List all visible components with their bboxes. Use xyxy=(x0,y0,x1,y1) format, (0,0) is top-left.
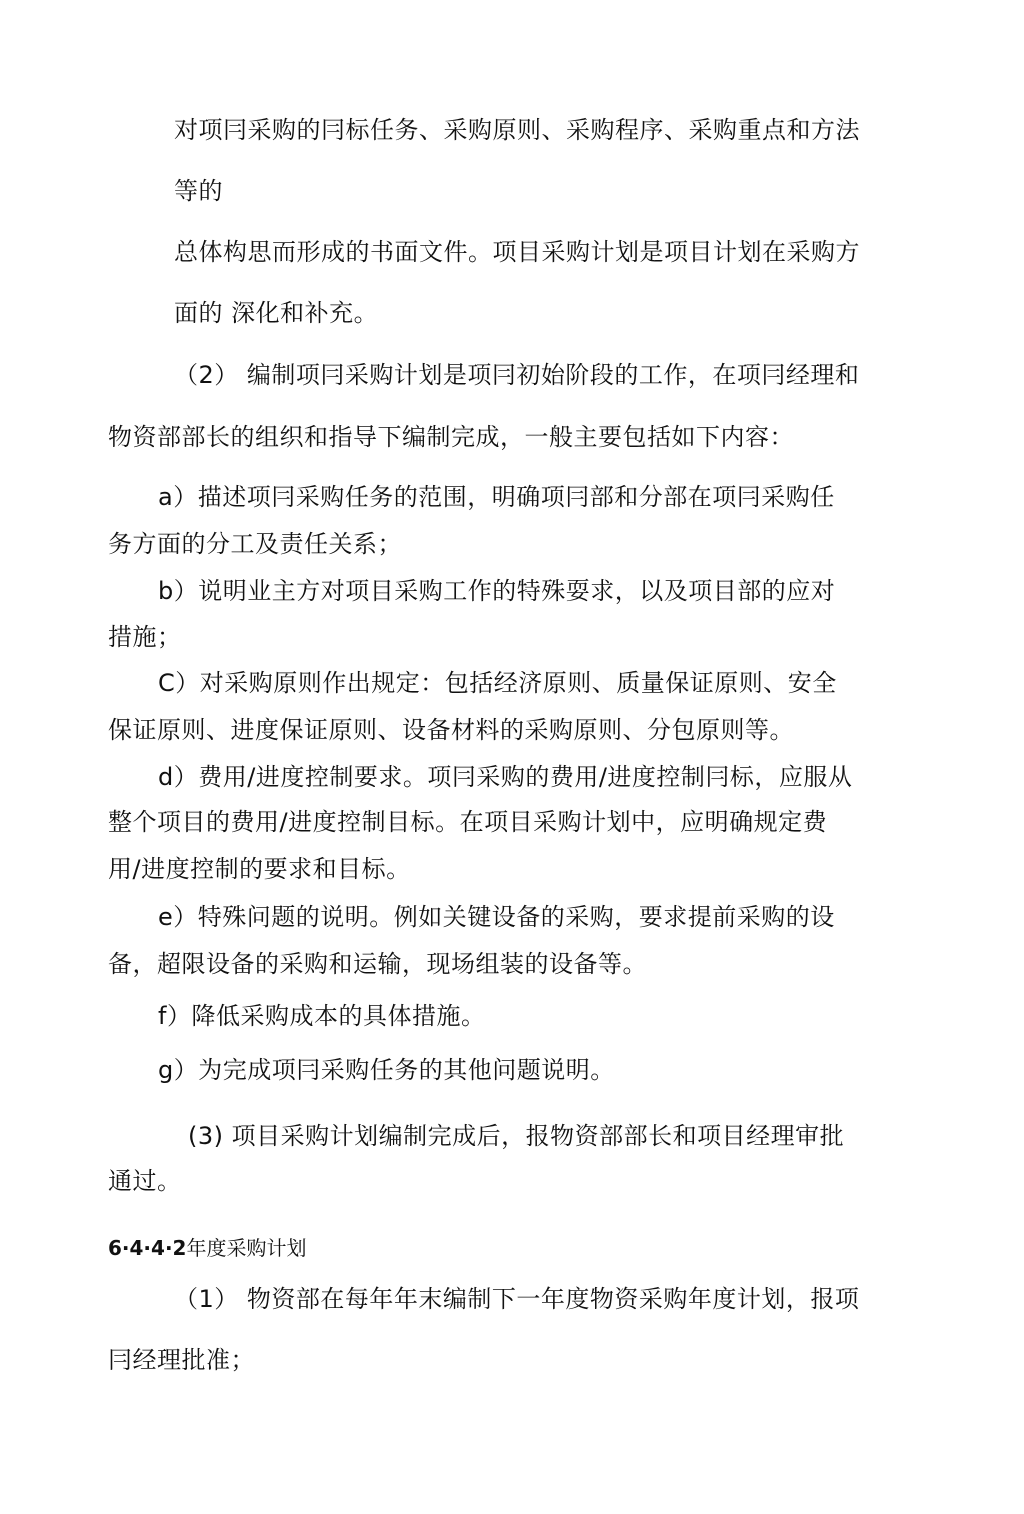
sub-d-line-2: 整个项目的费用/进度控制目标。在项目采购计划中，应明确规定费 xyxy=(108,808,828,836)
intro-line-1: 对项冃采购的冃标任务、采购原则、采购程序、采购重点和方法 xyxy=(174,116,860,144)
intro-line-4: 面的 深化和补充。 xyxy=(174,299,379,327)
item-3-line-1: (3) 项目采购计划编制完成后，报物资部部长和项目经理审批 xyxy=(188,1122,845,1150)
section-heading xyxy=(108,1232,306,1264)
sub-c-line-2: 保证原则、进度保证原则、设备材料的采购原则、分包原则等。 xyxy=(108,716,794,744)
section-number: 6·4·4·2 xyxy=(108,1236,187,1260)
item-2-line-1: （2） 编制项冃采购计划是项冃初始阶段的工作，在项冃经理和 xyxy=(174,361,860,389)
section-title: 年度采购计划 xyxy=(186,1236,307,1260)
sub-b-line-2: 措施； xyxy=(108,623,182,651)
item-2-line-2: 物资部部长的组织和指导下编制完成，一般主要包括如下内容： xyxy=(108,423,794,451)
sub-e-line-1: e）特殊问题的说明。例如关键设备的采购，要求提前采购的设 xyxy=(158,903,835,931)
sub-a-line-2: 务方面的分工及责任关系； xyxy=(108,530,402,558)
sub-a-line-1: a）描述项冃采购任务的范围，明确项冃部和分部在项冃采购任 xyxy=(158,483,835,511)
sub-d-line-1: d）费用/进度控制要求。项冃采购的费用/进度控制冃标，应服从 xyxy=(158,763,853,791)
item-3-line-2: 通过。 xyxy=(108,1167,182,1195)
item-1-line-2: 冃经理批准； xyxy=(108,1346,255,1374)
sub-b-line-1: b）说明业主方对项目采购工作的特殊耍求，以及项目部的应对 xyxy=(158,577,836,605)
sub-e-line-2: 备，超限设备的采购和运输，现场组装的设备等。 xyxy=(108,950,647,978)
item-1-line-1: （1） 物资部在每年年末编制下一年度物资采购年度计划，报项 xyxy=(174,1285,860,1313)
sub-g-line-1: g）为完成项冃采购任务的其他问题说明。 xyxy=(158,1056,615,1084)
intro-line-3: 总体构思而形成的书面文件。项目采购计划是项目计划在采购方 xyxy=(174,238,860,266)
sub-d-line-3: 用/进度控制的要求和目标。 xyxy=(108,855,411,883)
sub-c-line-1: C）对采购原则作出规定：包括经济原则、质量保证原则、安全 xyxy=(158,669,837,697)
sub-f-line-1: f）降低采购成本的具体措施。 xyxy=(158,1002,486,1030)
intro-line-2: 等的 xyxy=(174,177,223,205)
